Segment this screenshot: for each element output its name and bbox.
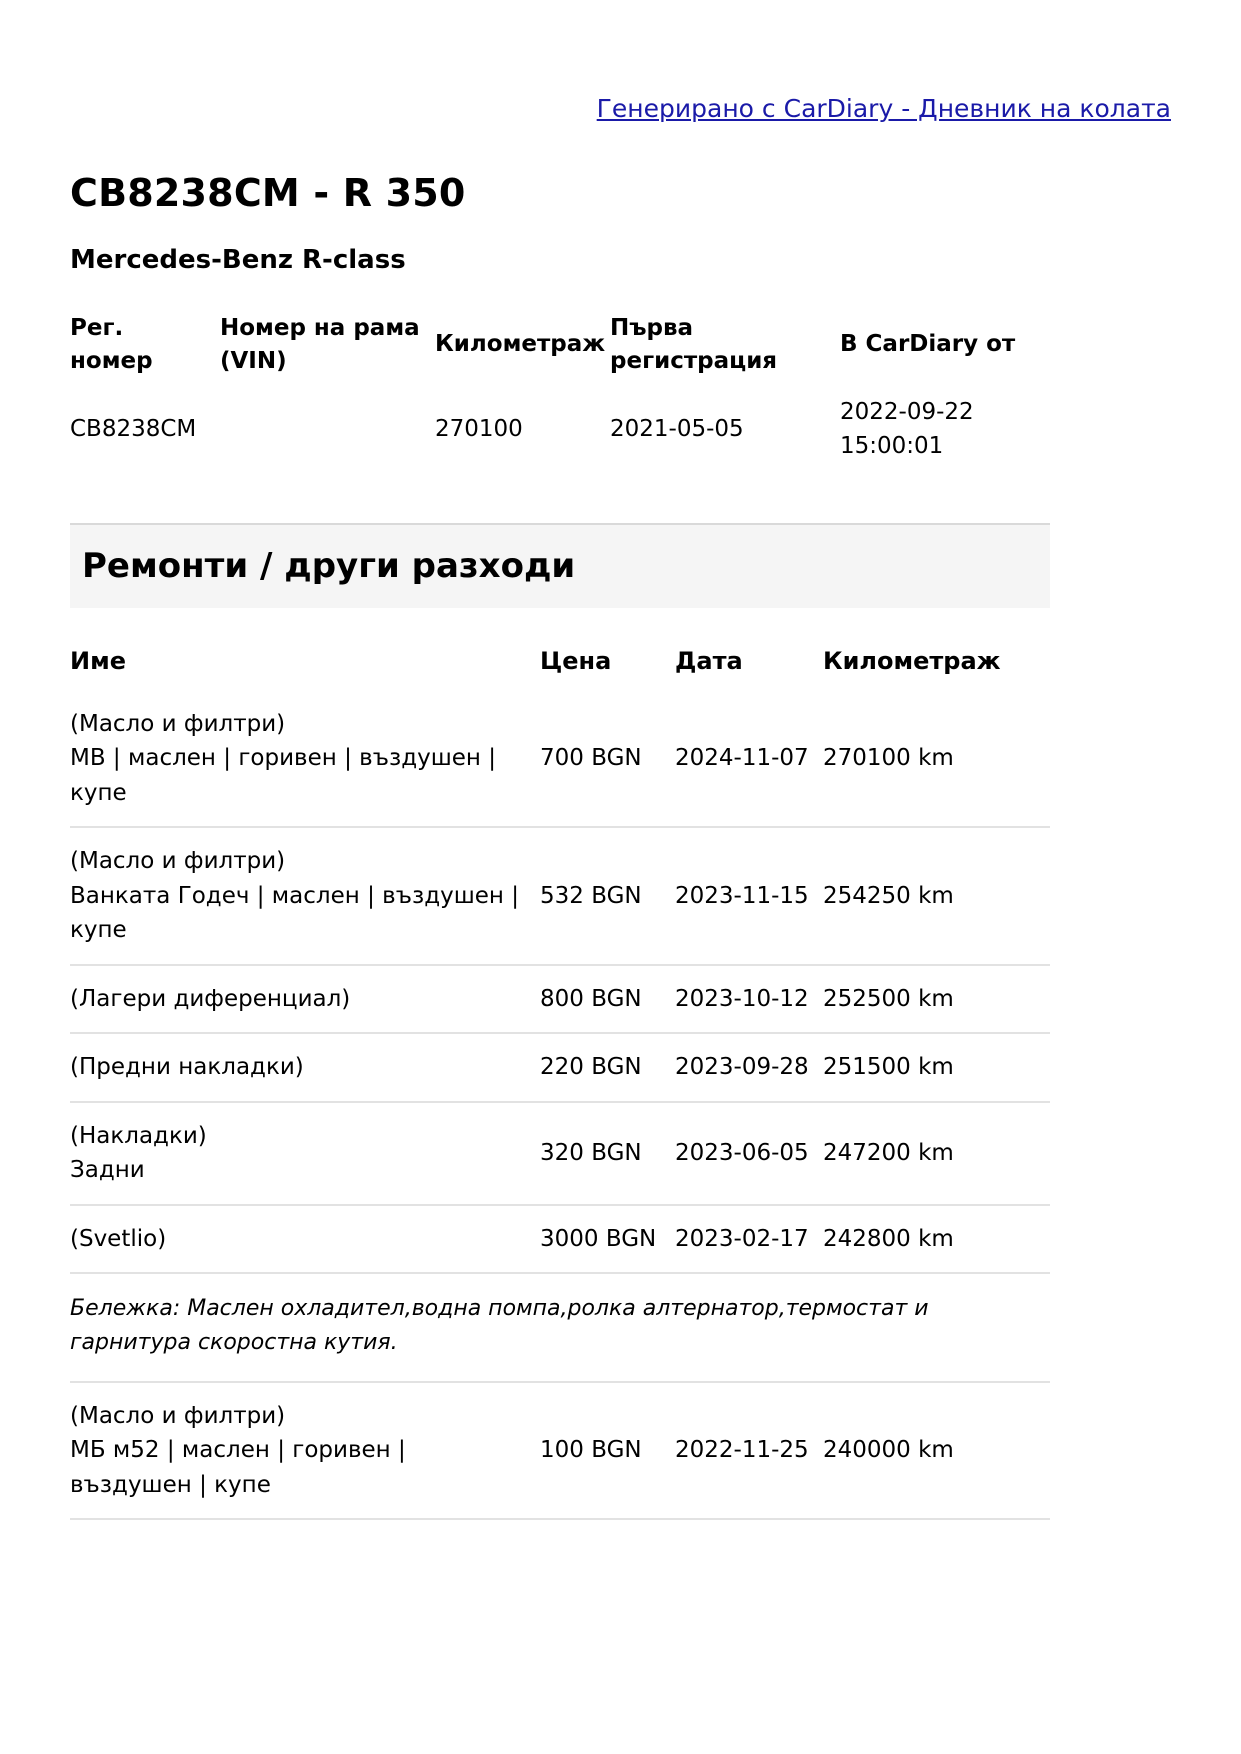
table-row bbox=[70, 691, 1050, 828]
repair-mileage-cell: 252500 km bbox=[823, 965, 1050, 1034]
repairs-table bbox=[70, 646, 1050, 1520]
repair-price-cell: 100 BGN bbox=[540, 1382, 675, 1520]
value-first-reg: 2021-05-05 bbox=[610, 416, 744, 443]
repair-name-line-1: (Масло и филтри) bbox=[70, 710, 286, 737]
repair-date-cell: 2023-09-28 bbox=[675, 1033, 823, 1102]
repair-name-cell bbox=[70, 827, 540, 965]
col-header-first-reg: Първа регистрация bbox=[610, 314, 778, 375]
repair-name-line-2: Ванката Годеч | маслен | въздушен | купе bbox=[70, 882, 527, 944]
repair-date-cell: 2023-02-17 bbox=[675, 1205, 823, 1274]
repair-name-cell bbox=[70, 691, 540, 828]
repair-mileage-cell: 254250 km bbox=[823, 827, 1050, 965]
table-row bbox=[70, 1382, 1050, 1520]
value-mileage: 270100 bbox=[435, 416, 523, 443]
value-reg-number: CB8238CM bbox=[70, 416, 197, 443]
col-header-mileage: Километраж bbox=[435, 331, 606, 358]
table-row bbox=[70, 965, 1050, 1034]
repair-date-cell: 2022-11-25 bbox=[675, 1382, 823, 1520]
repair-name-line-1: (Масло и филтри) bbox=[70, 1402, 286, 1429]
vehicle-info-row bbox=[70, 378, 1050, 481]
repair-name-cell bbox=[70, 965, 540, 1034]
vehicle-title: CB8238CM - R 350 bbox=[70, 171, 466, 215]
table-row bbox=[70, 1102, 1050, 1205]
repair-price-cell: 220 BGN bbox=[540, 1033, 675, 1102]
repair-name-cell bbox=[70, 1382, 540, 1520]
repair-mileage-cell: 242800 km bbox=[823, 1205, 1050, 1274]
vehicle-info-header-row bbox=[70, 312, 1050, 379]
repair-name-line-1: (Предни накладки) bbox=[70, 1054, 304, 1081]
repair-name-line-2: МВ | маслен | горивен | въздушен | купе bbox=[70, 745, 504, 806]
repair-date-cell: 2023-10-12 bbox=[675, 965, 823, 1034]
value-vin bbox=[220, 378, 435, 481]
repair-name-line-1: (Накладки) bbox=[70, 1122, 207, 1149]
repair-note-row bbox=[70, 1273, 1050, 1381]
repair-mileage-cell: 270100 km bbox=[823, 691, 1050, 828]
repair-name-line-1: (Лагери диференциал) bbox=[70, 985, 351, 1012]
vehicle-info-table bbox=[70, 312, 1050, 481]
repair-price-cell: 320 BGN bbox=[540, 1102, 675, 1205]
repairs-section-title: Ремонти / други разходи bbox=[82, 546, 576, 587]
repairs-section-band bbox=[70, 523, 1050, 608]
col-header-name: Име bbox=[70, 646, 126, 675]
col-header-price: Цена bbox=[540, 646, 612, 675]
repair-name-cell bbox=[70, 1033, 540, 1102]
repair-name-line-2: МБ м52 | маслен | горивен | въздушен | купе bbox=[70, 1437, 414, 1498]
generated-by-cardiary-link[interactable]: Генерирано с CarDiary - Дневник на колата bbox=[596, 94, 1171, 123]
repair-name-line-2: Задни bbox=[70, 1157, 145, 1184]
table-row bbox=[70, 1033, 1050, 1102]
repair-name-cell bbox=[70, 1205, 540, 1274]
repair-name-line-1: (Svetlio) bbox=[70, 1225, 167, 1252]
repairs-header-row bbox=[70, 646, 1050, 691]
repair-name-cell bbox=[70, 1102, 540, 1205]
repair-name-line-1: (Масло и филтри) bbox=[70, 848, 286, 875]
repair-price-cell: 700 BGN bbox=[540, 691, 675, 828]
col-header-in-cardiary: В CarDiary от bbox=[840, 331, 1016, 358]
repair-mileage-cell: 247200 km bbox=[823, 1102, 1050, 1205]
repair-price-cell: 532 BGN bbox=[540, 827, 675, 965]
col-header-vin: Номер на рама (VIN) bbox=[220, 314, 420, 375]
repair-mileage-cell: 240000 km bbox=[823, 1382, 1050, 1520]
table-row bbox=[70, 1205, 1050, 1274]
repairs-table-body bbox=[70, 691, 1050, 1519]
repair-price-cell: 800 BGN bbox=[540, 965, 675, 1034]
repair-date-cell: 2023-06-05 bbox=[675, 1102, 823, 1205]
repair-date-cell: 2023-11-15 bbox=[675, 827, 823, 965]
col-header-date: Дата bbox=[675, 646, 743, 675]
repair-date-cell: 2024-11-07 bbox=[675, 691, 823, 828]
table-row bbox=[70, 827, 1050, 965]
repair-mileage-cell: 251500 km bbox=[823, 1033, 1050, 1102]
col-header-mileage: Километраж bbox=[823, 646, 1001, 675]
repair-price-cell: 3000 BGN bbox=[540, 1205, 675, 1274]
repair-note-text: Бележка: Маслен охладител,водна помпа,ролка алтернатор,термостат и гарнитура скоростна кутия. bbox=[70, 1273, 1050, 1381]
generated-by-row bbox=[70, 0, 1171, 121]
col-header-reg-number: Рег. номер bbox=[70, 314, 153, 375]
vehicle-subtitle: Mercedes-Benz R-class bbox=[70, 244, 406, 275]
value-in-cardiary: 2022-09-22 15:00:01 bbox=[840, 399, 974, 459]
